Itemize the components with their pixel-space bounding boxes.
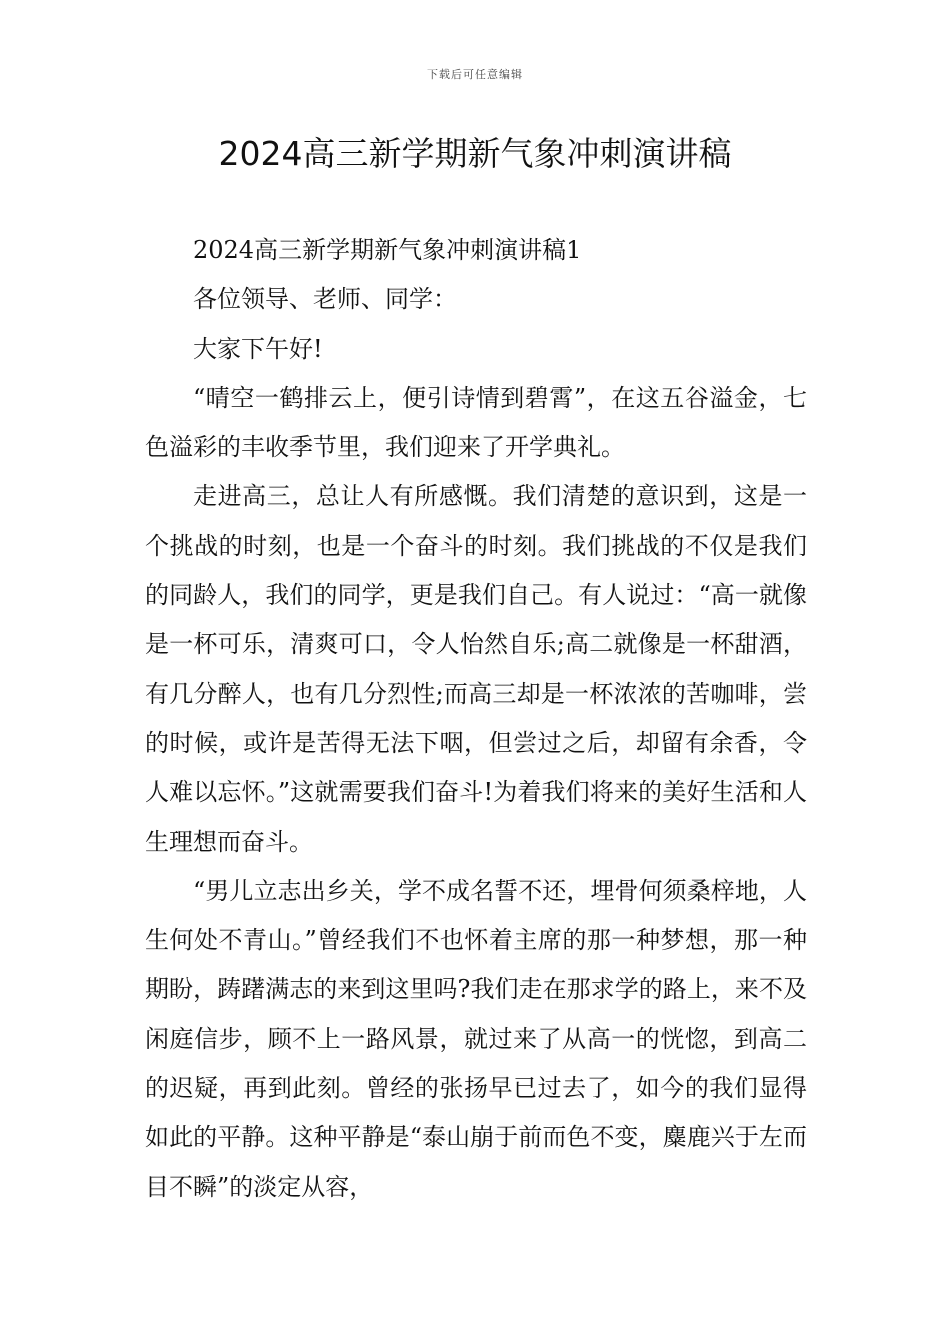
salutation-paragraph: 各位领导、老师、同学： <box>193 285 457 314</box>
body-paragraph: “晴空一鹤排云上，便引诗情到碧霄”，在这五谷溢金，七色溢彩的丰收季节里，我们迎来了开学典礼。 <box>145 383 807 462</box>
document-body <box>145 226 807 1212</box>
body-paragraph: 走进高三，总让人有所感慨。我们清楚的意识到，这是一个挑战的时刻，也是一个奋斗的时刻。我们挑战的不仅是我们的同龄人，我们的同学，更是我们自己。有人说过：“高一就像是一杯可乐，清爽可口，令人怡然自乐;高二就像是一杯甜酒，有几分醉人，也有几分烈性;而高三却是一杯浓浓的苦咖啡，尝的时候，或许是苦得无法下咽，但尝过之后，却留有余香，令人难以忘怀。”这就需要我们奋斗!为着我们将来的美好生活和人生理想而奋斗。 <box>145 482 807 856</box>
greeting-paragraph: 大家下午好! <box>193 334 323 363</box>
body-paragraph: “男儿立志出乡关，学不成名誓不还，埋骨何须桑梓地，人生何处不青山。”曾经我们不也怀着主席的那一种梦想，那一种期盼，踌躇满志的来到这里吗?我们走在那求学的路上，来不及闲庭信步，顾不上一路风景，就过来了从高一的恍惚，到高二的迟疑，再到此刻。曾经的张扬早已过去了，如今的我们显得如此的平静。这种平静是“泰山崩于前而色不变，麋鹿兴于左而目不瞬”的淡定从容， <box>145 876 807 1201</box>
page-header-note: 下载后可任意编辑 <box>427 68 523 81</box>
document-title: 2024高三新学期新气象冲刺演讲稿 <box>218 134 732 173</box>
subtitle-paragraph: 2024高三新学期新气象冲刺演讲稿1 <box>193 236 582 264</box>
